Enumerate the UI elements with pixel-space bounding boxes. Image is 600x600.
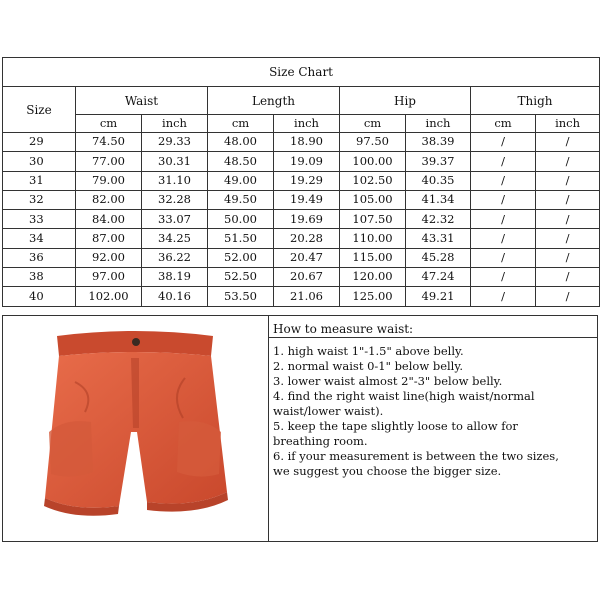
table-row <box>3 268 600 287</box>
value-cell: / <box>471 229 536 248</box>
value-cell: / <box>471 287 536 306</box>
value-cell: 84.00 <box>76 210 142 229</box>
value-cell: 92.00 <box>76 248 142 267</box>
value-cell: 51.50 <box>208 229 274 248</box>
unit-header: cm <box>340 115 406 133</box>
value-cell: / <box>471 133 536 152</box>
value-cell: / <box>536 190 600 209</box>
value-cell: 20.67 <box>274 268 340 287</box>
value-cell: / <box>471 152 536 171</box>
value-cell: / <box>471 248 536 267</box>
unit-header: cm <box>208 115 274 133</box>
value-cell: 33.07 <box>142 210 208 229</box>
table-row <box>3 229 600 248</box>
table-row <box>3 171 600 190</box>
value-cell: 110.00 <box>340 229 406 248</box>
size-cell: 29 <box>3 133 76 152</box>
value-cell: / <box>536 229 600 248</box>
size-cell: 40 <box>3 287 76 306</box>
size-rows <box>3 133 600 307</box>
size-cell: 38 <box>3 268 76 287</box>
value-cell: 34.25 <box>142 229 208 248</box>
value-cell: 48.50 <box>208 152 274 171</box>
measure-section <box>2 315 598 542</box>
value-cell: 105.00 <box>340 190 406 209</box>
value-cell: 40.16 <box>142 287 208 306</box>
measure-item: 6. if your measurement is between the two sizes, <box>273 449 559 463</box>
value-cell: 79.00 <box>76 171 142 190</box>
measure-item: waist/lower waist). <box>273 404 384 418</box>
value-cell: / <box>536 171 600 190</box>
value-cell: 40.35 <box>406 171 471 190</box>
measure-item: we suggest you choose the bigger size. <box>273 464 502 478</box>
value-cell: 48.00 <box>208 133 274 152</box>
value-cell: 115.00 <box>340 248 406 267</box>
value-cell: 20.28 <box>274 229 340 248</box>
value-cell: 102.00 <box>76 287 142 306</box>
value-cell: 102.50 <box>340 171 406 190</box>
measure-item: 5. keep the tape slightly loose to allow for <box>273 419 518 433</box>
value-cell: 82.00 <box>76 190 142 209</box>
right-pocket-shape <box>177 421 221 476</box>
value-cell: 32.28 <box>142 190 208 209</box>
value-cell: 47.24 <box>406 268 471 287</box>
unit-header: cm <box>471 115 536 133</box>
value-cell: 100.00 <box>340 152 406 171</box>
measure-item: breathing room. <box>273 434 368 448</box>
value-cell: 120.00 <box>340 268 406 287</box>
value-cell: 42.32 <box>406 210 471 229</box>
value-cell: 77.00 <box>76 152 142 171</box>
unit-header: inch <box>142 115 208 133</box>
table-row <box>3 287 600 306</box>
size-cell: 36 <box>3 248 76 267</box>
value-cell: 19.69 <box>274 210 340 229</box>
value-cell: 43.31 <box>406 229 471 248</box>
value-cell: / <box>471 190 536 209</box>
size-cell: 31 <box>3 171 76 190</box>
value-cell: 49.00 <box>208 171 274 190</box>
value-cell: 20.47 <box>274 248 340 267</box>
value-cell: / <box>536 268 600 287</box>
size-cell: 34 <box>3 229 76 248</box>
value-cell: 97.00 <box>76 268 142 287</box>
measure-title: How to measure waist: <box>269 316 597 338</box>
measure-item: 3. lower waist almost 2"-3" below belly. <box>273 374 503 388</box>
unit-header: cm <box>76 115 142 133</box>
value-cell: / <box>471 268 536 287</box>
value-cell: 125.00 <box>340 287 406 306</box>
measure-item: 4. find the right waist line(high waist/normal <box>273 389 535 403</box>
size-chart-table <box>2 57 600 307</box>
chart-title: Size Chart <box>3 58 600 87</box>
value-cell: 53.50 <box>208 287 274 306</box>
value-cell: / <box>536 287 600 306</box>
thigh-header: Thigh <box>471 87 600 115</box>
value-cell: / <box>471 171 536 190</box>
value-cell: 18.90 <box>274 133 340 152</box>
table-row <box>3 152 600 171</box>
value-cell: 45.28 <box>406 248 471 267</box>
unit-header: inch <box>406 115 471 133</box>
product-photo <box>3 316 269 541</box>
left-pocket-shape <box>49 421 93 476</box>
value-cell: 50.00 <box>208 210 274 229</box>
measure-list <box>269 338 597 479</box>
value-cell: 19.09 <box>274 152 340 171</box>
size-cell: 30 <box>3 152 76 171</box>
button-shape <box>132 338 140 346</box>
unit-header: inch <box>536 115 600 133</box>
value-cell: 30.31 <box>142 152 208 171</box>
value-cell: 52.00 <box>208 248 274 267</box>
shorts-image <box>35 322 235 534</box>
waist-header: Waist <box>76 87 208 115</box>
value-cell: 49.21 <box>406 287 471 306</box>
measure-item: 1. high waist 1"-1.5" above belly. <box>273 344 464 358</box>
value-cell: / <box>536 248 600 267</box>
size-header: Size <box>3 87 76 133</box>
value-cell: 21.06 <box>274 287 340 306</box>
value-cell: 38.19 <box>142 268 208 287</box>
table-row <box>3 190 600 209</box>
value-cell: 38.39 <box>406 133 471 152</box>
size-cell: 33 <box>3 210 76 229</box>
value-cell: 41.34 <box>406 190 471 209</box>
value-cell: 107.50 <box>340 210 406 229</box>
value-cell: 19.29 <box>274 171 340 190</box>
value-cell: 31.10 <box>142 171 208 190</box>
value-cell: / <box>536 210 600 229</box>
hip-header: Hip <box>340 87 471 115</box>
table-row <box>3 248 600 267</box>
value-cell: 19.49 <box>274 190 340 209</box>
value-cell: / <box>536 133 600 152</box>
value-cell: 52.50 <box>208 268 274 287</box>
measure-item: 2. normal waist 0-1" below belly. <box>273 359 463 373</box>
table-row <box>3 210 600 229</box>
table-row <box>3 133 600 152</box>
value-cell: 29.33 <box>142 133 208 152</box>
value-cell: / <box>471 210 536 229</box>
value-cell: 36.22 <box>142 248 208 267</box>
measure-notes <box>269 316 597 541</box>
value-cell: 74.50 <box>76 133 142 152</box>
value-cell: 97.50 <box>340 133 406 152</box>
length-header: Length <box>208 87 340 115</box>
unit-header: inch <box>274 115 340 133</box>
value-cell: / <box>536 152 600 171</box>
value-cell: 87.00 <box>76 229 142 248</box>
size-cell: 32 <box>3 190 76 209</box>
value-cell: 49.50 <box>208 190 274 209</box>
value-cell: 39.37 <box>406 152 471 171</box>
